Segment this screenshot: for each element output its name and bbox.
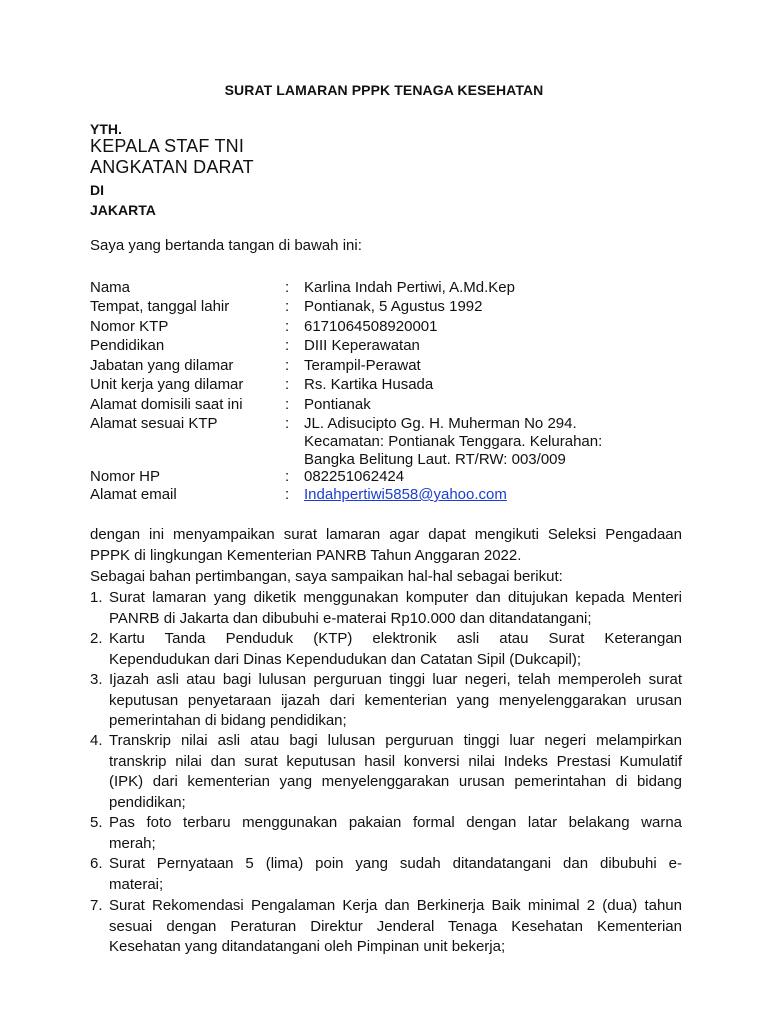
list-line: transkrip nilai dan surat keputusan hasil konversi nilai Indeks Prestasi Kumulatif (109, 752, 682, 770)
list-line: pendidikan; (109, 793, 186, 811)
field-value: 6171064508920001 (304, 318, 438, 335)
list-line: Pas foto terbaru menggunakan pakaian formal dengan latar belakang warna (109, 814, 682, 831)
list-line: Kesehatan yang ditandatangani oleh Pimpinan unit bekerja; (109, 938, 506, 955)
field-colon: : (285, 486, 290, 503)
list-line: sesuai dengan Peraturan Direktur Jenderal Tenaga Kesehatan Kementerian (109, 917, 682, 935)
field-colon: : (285, 298, 290, 315)
field-label: Alamat sesuai KTP (90, 415, 218, 432)
list-line: Kependudukan dari Dinas Kependudukan dan Catatan Sipil (Dukcapil); (109, 650, 581, 668)
list-number: 4. (90, 732, 103, 749)
field-label: Nama (90, 279, 131, 296)
field-colon: : (285, 279, 290, 296)
recipient-line-2: ANGKATAN DARAT (90, 157, 254, 177)
body-paragraph (90, 524, 682, 587)
email-link[interactable]: Indahpertiwi5858@yahoo.com (304, 486, 507, 503)
field-colon: : (285, 337, 290, 354)
field-colon: : (285, 396, 290, 413)
list-number: 1. (90, 589, 103, 606)
body-line: dengan ini menyampaikan surat lamaran agar dapat mengikuti Seleksi Pengadaan (90, 526, 682, 543)
field-value: DIII Keperawatan (304, 337, 420, 354)
list-line: Surat Pernyataan 5 (lima) poin yang sudah ditandatangani dan dibubuhi e- (109, 855, 682, 872)
list-number: 7. (90, 897, 103, 914)
field-value: 082251062424 (304, 468, 405, 485)
list-number: 3. (90, 671, 103, 688)
field-label: Tempat, tanggal lahir (90, 298, 230, 315)
field-label: Nomor KTP (90, 318, 169, 335)
field-label: Alamat domisili saat ini (90, 396, 243, 413)
list-line: Surat Rekomendasi Pengalaman Kerja dan Berkinerja Baik minimal 2 (dua) tahun (109, 897, 682, 914)
field-value: Pontianak, 5 Agustus 1992 (304, 298, 483, 315)
field-label: Pendidikan (90, 337, 165, 354)
field-value-line: Kecamatan: Pontianak Tenggara. Kelurahan: (304, 433, 603, 450)
recipient-di: DI (90, 182, 104, 198)
field-label: Unit kerja yang dilamar (90, 376, 244, 393)
document-title: SURAT LAMARAN PPPK TENAGA KESEHATAN (224, 82, 544, 98)
list-line: Kartu Tanda Penduduk (KTP) elektronik asli atau Surat Keterangan (109, 630, 682, 647)
list-line: merah; (109, 834, 156, 852)
field-colon: : (285, 318, 290, 335)
list-line: materai; (109, 875, 164, 893)
list-line: (IPK) dari kementerian yang menyelenggarakan urusan pemerintahan di bidang (109, 773, 682, 790)
list-number: 5. (90, 814, 103, 831)
field-colon: : (285, 357, 290, 374)
field-colon: : (285, 415, 290, 432)
body-line: Sebagai bahan pertimbangan, saya sampaikan hal-hal sebagai berikut: (90, 568, 563, 585)
field-value: Rs. Kartika Husada (304, 376, 434, 393)
field-value: Karlina Indah Pertiwi, A.Md.Kep (304, 279, 515, 296)
list-number: 6. (90, 855, 103, 872)
list-line: Transkrip nilai asli atau bagi lulusan perguruan tinggi luar negeri melampirkan (109, 732, 682, 749)
list-line: PANRB di Jakarta dan dibubuhi e-materai Rp10.000 dan ditandatangani; (109, 609, 592, 627)
field-label: Nomor HP (90, 468, 161, 485)
field-colon: : (285, 468, 290, 485)
field-colon: : (285, 376, 290, 393)
field-value-line: Bangka Belitung Laut. RT/RW: 003/009 (304, 451, 566, 468)
list-line: Surat lamaran yang diketik menggunakan komputer dan ditujukan kepada Menteri (109, 589, 682, 606)
field-label: Jabatan yang dilamar (90, 357, 234, 374)
list-line: Ijazah asli atau bagi lulusan perguruan tinggi luar negeri, telah memperoleh surat (109, 671, 682, 688)
body-line: PPPK di lingkungan Kementerian PANRB Tahun Anggaran 2022. (90, 547, 522, 564)
intro-text: Saya yang bertanda tangan di bawah ini: (90, 237, 362, 254)
field-value: Terampil-Perawat (304, 357, 421, 374)
salutation-yth: YTH. (90, 121, 122, 137)
field-value-line: JL. Adisucipto Gg. H. Muherman No 294. (304, 415, 577, 432)
list-line: pemerintahan di bidang pendidikan; (109, 712, 347, 729)
list-line: keputusan penyetaraan ijazah dari kementerian yang menyelenggarakan urusan (109, 691, 682, 709)
field-label: Alamat email (90, 486, 177, 503)
recipient-city: JAKARTA (90, 202, 156, 218)
recipient-line-1: KEPALA STAF TNI (90, 136, 245, 156)
field-value: Pontianak (304, 396, 371, 413)
list-number: 2. (90, 630, 103, 647)
